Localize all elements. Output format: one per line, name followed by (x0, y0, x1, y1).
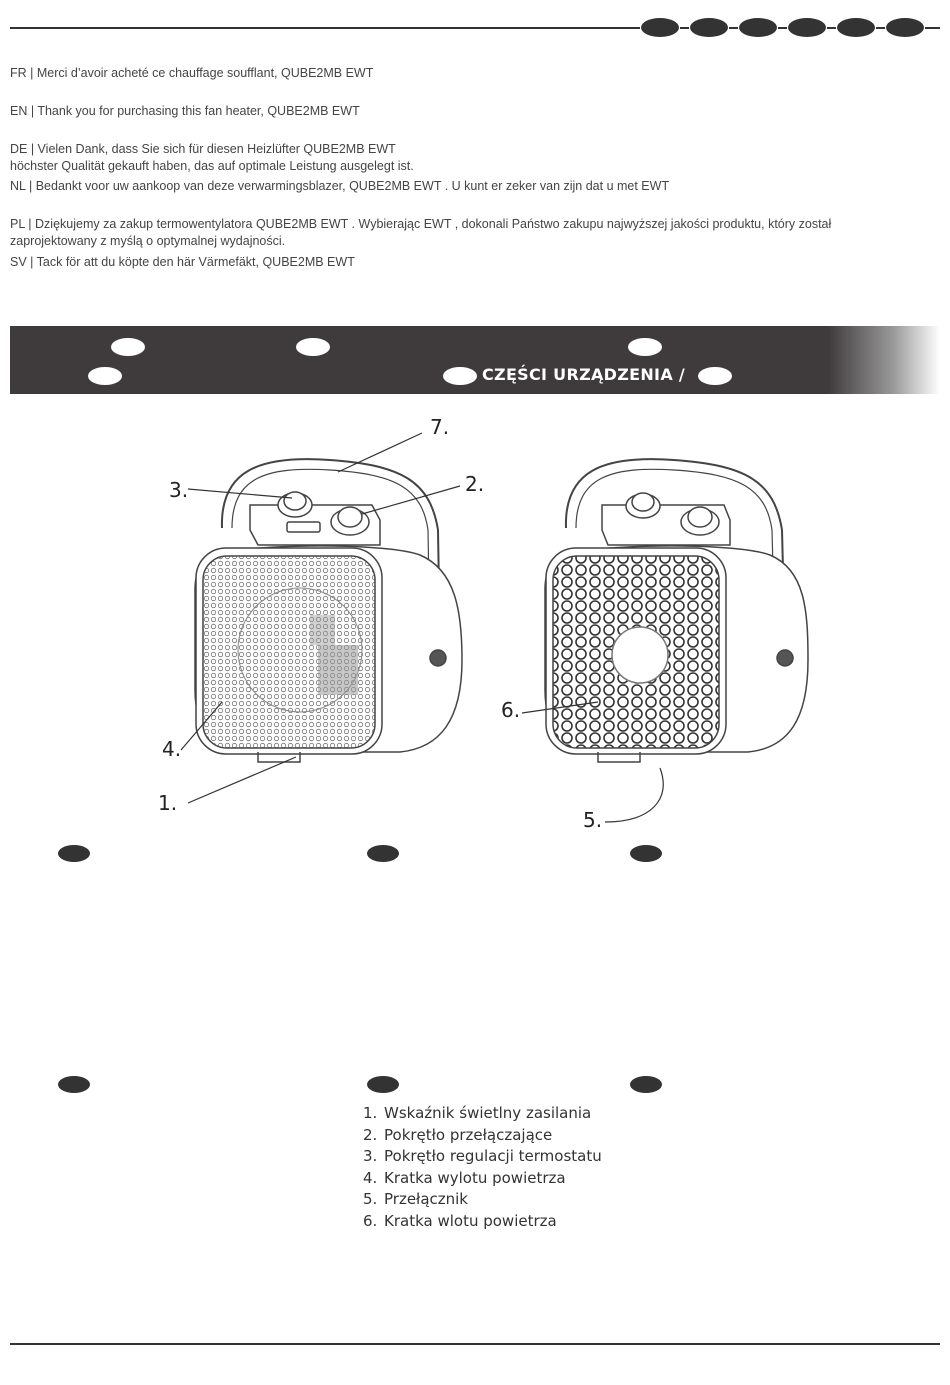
lang-pill-3 (739, 18, 777, 37)
pill-dash (778, 27, 787, 29)
banner-lang-pill-2 (296, 338, 330, 356)
lang-pill-1 (641, 18, 679, 37)
banner-lang-pill-5 (443, 367, 477, 385)
list-item: 4. Kratka wylotu powietrza (363, 1168, 566, 1187)
intro-pl-line1: PL | Dziękujemy za zakup termowentylatora QUBE2MB EWT . Wybierając EWT , dokonali Państwo zakupu najwyższej jakości produktu, który został (10, 217, 832, 231)
intro-en: EN | Thank you for purchasing this fan heater, QUBE2MB EWT (10, 104, 360, 118)
bottom-rule (10, 1343, 940, 1345)
pill-dash (680, 27, 689, 29)
banner-lang-pill-1 (111, 338, 145, 356)
pill-dash (876, 27, 885, 29)
section-lang-pill-6 (630, 1076, 662, 1093)
section-lang-pill-2 (367, 845, 399, 862)
banner-lang-pill-3 (628, 338, 662, 356)
section-lang-pill-1 (58, 845, 90, 862)
list-item: 3. Pokrętło regulacji termostatu (363, 1147, 602, 1165)
intro-fr: FR | Merci d’avoir acheté ce chauffage soufflant, QUBE2MB EWT (10, 66, 374, 80)
callout-5: 5. (583, 808, 603, 832)
intro-nl: NL | Bedankt voor uw aankoop van deze verwarmingsblazer, QUBE2MB EWT . U kunt er zeker van zijn dat u met EWT (10, 179, 670, 193)
callout-1: 1. (158, 791, 178, 815)
pill-dash (827, 27, 836, 29)
section-lang-pill-5 (367, 1076, 399, 1093)
lang-pill-2 (690, 18, 728, 37)
list-item: 1. Wskaźnik świetlny zasilania (363, 1104, 592, 1122)
parts-banner (10, 326, 940, 394)
lang-pill-4 (788, 18, 826, 37)
pill-dash (925, 27, 940, 29)
callout-4: 4. (162, 737, 182, 761)
top-rule (10, 27, 640, 29)
intro-de-line2: höchster Qualität gekauft haben, das auf optimale Leistung ausgelegt ist. (10, 159, 414, 173)
banner-title: CZĘŚCI URZĄDZENIA / (482, 365, 686, 384)
banner-lang-pill-6 (698, 367, 732, 385)
intro-pl-line2: zaprojektowany z myślą o optymalnej wydajności. (10, 234, 286, 248)
callout-2: 2. (465, 472, 485, 496)
list-item: 6. Kratka wlotu powietrza (363, 1211, 557, 1230)
callout-7: 7. (430, 415, 450, 439)
heater-illustration (0, 400, 950, 840)
lang-pill-6 (886, 18, 924, 37)
heater-back-view (545, 459, 808, 762)
pill-dash (729, 27, 738, 29)
callout-3: 3. (169, 478, 189, 502)
banner-lang-pill-4 (88, 367, 122, 385)
list-item: 2. Pokrętło przełączające (363, 1125, 553, 1144)
section-lang-pill-4 (58, 1076, 90, 1093)
heater-front-view (195, 459, 462, 762)
list-item: 5. Przełącznik (363, 1190, 468, 1208)
intro-de-line1: DE | Vielen Dank, dass Sie sich für diesen Heizlüfter QUBE2MB EWT (10, 142, 396, 156)
section-lang-pill-3 (630, 845, 662, 862)
parts-list (363, 1103, 602, 1232)
callout-6: 6. (501, 698, 521, 722)
intro-sv: SV | Tack för att du köpte den här Värmefäkt, QUBE2MB EWT (10, 255, 355, 269)
lang-pill-5 (837, 18, 875, 37)
